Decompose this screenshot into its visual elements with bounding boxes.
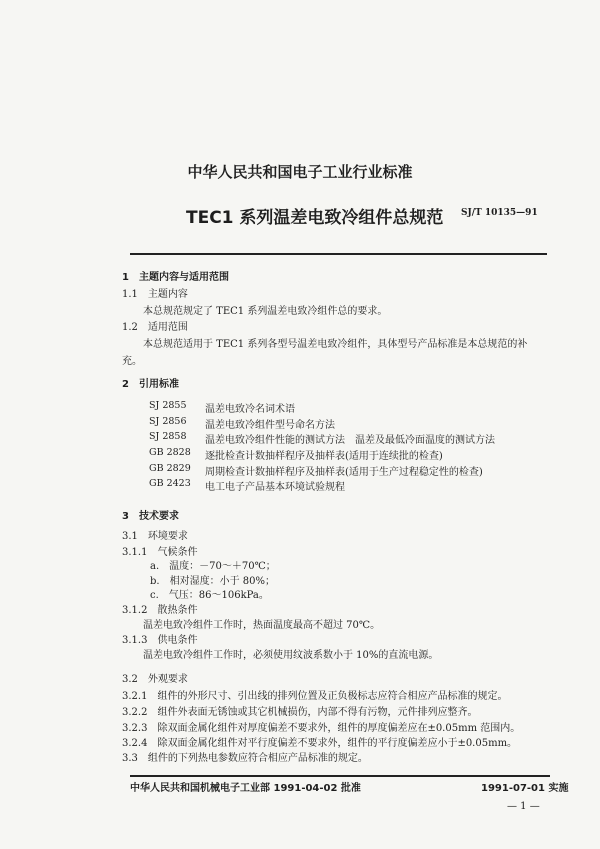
section-3-1-1-heading: 3.1.1 气候条件	[122, 547, 198, 558]
section-3-1-3-heading: 3.1.3 供电条件	[122, 635, 198, 646]
section-1-heading: 1 主题内容与适用范围	[122, 272, 229, 283]
ref-title: 周期检查计数抽样程序及抽样表(适用于生产过程稳定性的检查)	[205, 467, 483, 478]
item-c: c. 气压：86～106kPa。	[150, 590, 269, 601]
ref-code: SJ 2855	[149, 400, 187, 411]
ref-title: 温差电致冷名词术语	[205, 404, 295, 415]
approval-note: 中华人民共和国机械电子工业部 1991-04-02 批准	[130, 783, 361, 794]
section-3-1-2-body: 温差电致冷组件工作时，热面温度最高不超过 70℃。	[143, 620, 381, 631]
section-3-1-heading: 3.1 环境要求	[122, 531, 188, 542]
ref-code: GB 2829	[149, 463, 191, 474]
document-title: TEC1 系列温差电致冷组件总规范	[186, 208, 444, 228]
ref-title: 温差电致冷组件型号命名方法	[205, 420, 335, 431]
section-3-3: 3.3 组件的下列热电参数应符合相应产品标准的规定。	[122, 753, 368, 764]
page-number: — 1 —	[507, 801, 540, 812]
ref-code: SJ 2858	[149, 431, 187, 442]
section-3-2-4: 3.2.4 除双面金属化组件对平行度偏差不要求外，组件的平行度偏差应小于±0.05mm。	[122, 738, 518, 749]
section-1-2-body: 本总规范适用于 TEC1 系列各型号温差电致冷组件，具体型号产品标准是本总规范的补	[143, 339, 528, 350]
section-3-2-1: 3.2.1 组件的外形尺寸、引出线的排列位置及正负极标志应符合相应产品标准的规定。	[122, 691, 508, 702]
section-3-2-3: 3.2.3 除双面金属化组件对厚度偏差不要求外，组件的厚度偏差应在±0.05mm 范围内。	[122, 723, 521, 734]
section-3-1-2-heading: 3.1.2 散热条件	[122, 605, 198, 616]
section-3-1-3-body: 温差电致冷组件工作时，必须使用纹波系数小于 10%的直流电源。	[143, 650, 439, 661]
section-3-2-heading: 3.2 外观要求	[122, 674, 188, 685]
section-1-2-body-cont: 充。	[122, 356, 142, 367]
item-b: b. 相对湿度：小于 80%；	[150, 576, 275, 587]
header-rule	[130, 253, 547, 255]
section-1-1-heading: 1.1 主题内容	[122, 289, 188, 300]
section-2-heading: 2 引用标准	[122, 379, 179, 390]
effective-date: 1991-07-01 实施	[481, 783, 569, 794]
ref-code: GB 2828	[149, 447, 191, 458]
issuing-body: 中华人民共和国电子工业行业标准	[187, 163, 413, 181]
section-1-1-body: 本总规范规定了 TEC1 系列温差电致冷组件总的要求。	[143, 306, 388, 317]
section-3-2-2: 3.2.2 组件外表面无锈蚀或其它机械损伤，内部不得有污物，元件排列应整齐。	[122, 707, 478, 718]
ref-title: 逐批检查计数抽样程序及抽样表(适用于连续批的检查)	[205, 451, 443, 462]
footer-rule	[130, 775, 550, 777]
item-a: a. 温度：－70～＋70℃；	[150, 561, 276, 572]
ref-title: 温差电致冷组件性能的测试方法 温差及最低冷面温度的测试方法	[205, 435, 495, 446]
ref-code: GB 2423	[149, 478, 191, 489]
ref-title: 电工电子产品基本环境试验规程	[205, 482, 345, 493]
section-3-heading: 3 技术要求	[122, 511, 179, 522]
section-1-2-heading: 1.2 适用范围	[122, 322, 188, 333]
standard-code: SJ/T 10135—91	[461, 208, 538, 218]
ref-code: SJ 2856	[149, 416, 187, 427]
